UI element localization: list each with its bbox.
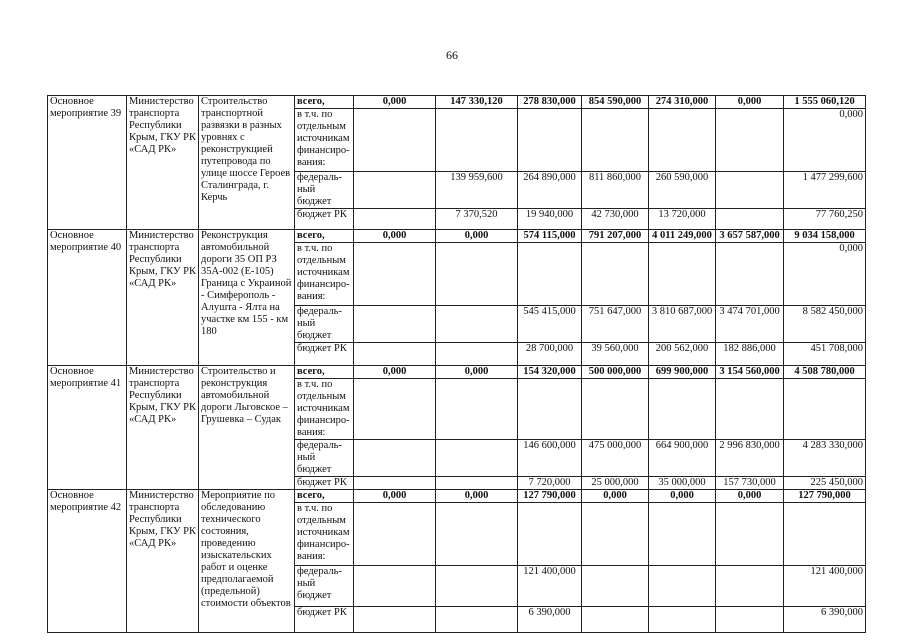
- amount-cell: [436, 243, 518, 306]
- amount-cell: [436, 477, 518, 490]
- amount-cell: [582, 503, 649, 566]
- amount-cell: [649, 379, 716, 440]
- amount-cell: [649, 503, 716, 566]
- amount-cell: [354, 306, 436, 343]
- table-row: [48, 96, 866, 109]
- amount-cell: [716, 566, 784, 607]
- table-row: [48, 366, 866, 379]
- amount-cell: 127 790,000: [784, 490, 866, 503]
- amount-cell: 3 810 687,000: [649, 306, 716, 343]
- amount-cell: 751 647,000: [582, 306, 649, 343]
- funding-source-label: бюджет РК: [295, 343, 354, 366]
- amount-cell: [649, 109, 716, 172]
- amount-cell: 2 996 830,000: [716, 440, 784, 477]
- object-cell: Строительство и реконструкция автомобильной дороги Льговское – Грушевка – Судак: [199, 366, 295, 490]
- amount-cell: 811 860,000: [582, 172, 649, 209]
- amount-cell: 0,000: [784, 243, 866, 306]
- amount-cell: 0,000: [582, 490, 649, 503]
- amount-cell: 7 720,000: [518, 477, 582, 490]
- amount-cell: 3 154 560,000: [716, 366, 784, 379]
- funding-source-label: федераль-ный бюджет: [295, 306, 354, 343]
- funding-source-label: всего,: [295, 230, 354, 243]
- amount-cell: [649, 566, 716, 607]
- amount-cell: [582, 379, 649, 440]
- amount-cell: 157 730,000: [716, 477, 784, 490]
- amount-cell: [582, 607, 649, 633]
- amount-cell: [354, 343, 436, 366]
- amount-cell: [354, 379, 436, 440]
- object-cell: Реконструкция автомобильной дороги 35 ОП РЗ 35А-002 (Е-105) Граница с Украиной - Симферополь - Алушта - Ялта на участке км 155 - км 180: [199, 230, 295, 366]
- main-event-cell: Основное мероприятие 39: [48, 96, 127, 230]
- amount-cell: 127 790,000: [518, 490, 582, 503]
- amount-cell: 7 370,520: [436, 209, 518, 230]
- amount-cell: 0,000: [716, 490, 784, 503]
- amount-cell: [436, 503, 518, 566]
- object-cell: Строительство транспортной развязки в разных уровнях с реконструкцией путепровода по улице шоссе Героев Сталинграда, г. Керчь: [199, 96, 295, 230]
- amount-cell: [354, 172, 436, 209]
- table-row: [48, 230, 866, 243]
- amount-cell: 39 560,000: [582, 343, 649, 366]
- amount-cell: 35 000,000: [649, 477, 716, 490]
- amount-cell: [582, 109, 649, 172]
- funding-source-label: бюджет РК: [295, 607, 354, 633]
- amount-cell: 451 708,000: [784, 343, 866, 366]
- amount-cell: [436, 379, 518, 440]
- amount-cell: 6 390,000: [518, 607, 582, 633]
- amount-cell: 264 890,000: [518, 172, 582, 209]
- amount-cell: 146 600,000: [518, 440, 582, 477]
- amount-cell: 147 330,120: [436, 96, 518, 109]
- amount-cell: [518, 109, 582, 172]
- amount-cell: [716, 172, 784, 209]
- amount-cell: 121 400,000: [518, 566, 582, 607]
- amount-cell: 0,000: [784, 109, 866, 172]
- main-event-cell: Основное мероприятие 42: [48, 490, 127, 633]
- amount-cell: [518, 503, 582, 566]
- amount-cell: 42 730,000: [582, 209, 649, 230]
- amount-cell: [436, 306, 518, 343]
- amount-cell: [784, 503, 866, 566]
- amount-cell: [716, 379, 784, 440]
- amount-cell: 0,000: [354, 490, 436, 503]
- amount-cell: [518, 379, 582, 440]
- executor-cell: Министерство транспорта Республики Крым, ГКУ РК «САД РК»: [127, 96, 199, 230]
- amount-cell: [582, 566, 649, 607]
- amount-cell: 0,000: [354, 96, 436, 109]
- funding-source-label: в т.ч. по отдельным источникам финансиро-вания:: [295, 503, 354, 566]
- amount-cell: 475 000,000: [582, 440, 649, 477]
- funding-source-label: бюджет РК: [295, 477, 354, 490]
- amount-cell: 545 415,000: [518, 306, 582, 343]
- amount-cell: [354, 477, 436, 490]
- amount-cell: 77 760,250: [784, 209, 866, 230]
- funding-source-label: всего,: [295, 366, 354, 379]
- amount-cell: 25 000,000: [582, 477, 649, 490]
- amount-cell: 19 940,000: [518, 209, 582, 230]
- amount-cell: 791 207,000: [582, 230, 649, 243]
- amount-cell: [354, 243, 436, 306]
- amount-cell: [518, 243, 582, 306]
- amount-cell: 4 508 780,000: [784, 366, 866, 379]
- funding-source-label: всего,: [295, 96, 354, 109]
- funding-source-label: федераль-ный бюджет: [295, 440, 354, 477]
- amount-cell: 0,000: [354, 230, 436, 243]
- funding-source-label: в т.ч. по отдельным источникам финансиро-вания:: [295, 109, 354, 172]
- amount-cell: 200 562,000: [649, 343, 716, 366]
- amount-cell: 154 320,000: [518, 366, 582, 379]
- amount-cell: 1 555 060,120: [784, 96, 866, 109]
- amount-cell: 1 477 299,600: [784, 172, 866, 209]
- amount-cell: [436, 343, 518, 366]
- amount-cell: 854 590,000: [582, 96, 649, 109]
- page-number: 66: [446, 48, 458, 62]
- executor-cell: Министерство транспорта Республики Крым, ГКУ РК «САД РК»: [127, 230, 199, 366]
- amount-cell: [436, 607, 518, 633]
- amount-cell: 699 900,000: [649, 366, 716, 379]
- amount-cell: [716, 209, 784, 230]
- amount-cell: [716, 243, 784, 306]
- amount-cell: 0,000: [436, 366, 518, 379]
- amount-cell: [649, 607, 716, 633]
- amount-cell: 121 400,000: [784, 566, 866, 607]
- main-event-cell: Основное мероприятие 40: [48, 230, 127, 366]
- amount-cell: 0,000: [436, 490, 518, 503]
- object-cell: Мероприятие по обследованию технического состояния, проведению изыскательских работ и оценке предполагаемой (предельной) стоимости объектов: [199, 490, 295, 633]
- amount-cell: 4 011 249,000: [649, 230, 716, 243]
- amount-cell: 0,000: [716, 96, 784, 109]
- amount-cell: [354, 607, 436, 633]
- amount-cell: [716, 607, 784, 633]
- amount-cell: [436, 566, 518, 607]
- funding-source-label: всего,: [295, 490, 354, 503]
- executor-cell: Министерство транспорта Республики Крым, ГКУ РК «САД РК»: [127, 366, 199, 490]
- amount-cell: 3 474 701,000: [716, 306, 784, 343]
- amount-cell: 8 582 450,000: [784, 306, 866, 343]
- amount-cell: 4 283 330,000: [784, 440, 866, 477]
- amount-cell: 500 000,000: [582, 366, 649, 379]
- amount-cell: 664 900,000: [649, 440, 716, 477]
- amount-cell: [784, 379, 866, 440]
- amount-cell: 225 450,000: [784, 477, 866, 490]
- funding-source-label: бюджет РК: [295, 209, 354, 230]
- funding-source-label: в т.ч. по отдельным источникам финансиро-вания:: [295, 379, 354, 440]
- amount-cell: [354, 109, 436, 172]
- amount-cell: 9 034 158,000: [784, 230, 866, 243]
- amount-cell: [354, 503, 436, 566]
- amount-cell: [716, 109, 784, 172]
- financing-table: [47, 95, 866, 633]
- funding-source-label: федераль-ный бюджет: [295, 566, 354, 607]
- amount-cell: 3 657 587,000: [716, 230, 784, 243]
- amount-cell: 13 720,000: [649, 209, 716, 230]
- table-row: [48, 490, 866, 503]
- amount-cell: 0,000: [354, 366, 436, 379]
- executor-cell: Министерство транспорта Республики Крым, ГКУ РК «САД РК»: [127, 490, 199, 633]
- amount-cell: [354, 209, 436, 230]
- amount-cell: 6 390,000: [784, 607, 866, 633]
- amount-cell: [436, 109, 518, 172]
- amount-cell: 28 700,000: [518, 343, 582, 366]
- funding-source-label: федераль-ный бюджет: [295, 172, 354, 209]
- main-event-cell: Основное мероприятие 41: [48, 366, 127, 490]
- amount-cell: [716, 503, 784, 566]
- amount-cell: [436, 440, 518, 477]
- amount-cell: [582, 243, 649, 306]
- amount-cell: 139 959,600: [436, 172, 518, 209]
- amount-cell: 0,000: [649, 490, 716, 503]
- amount-cell: [354, 440, 436, 477]
- amount-cell: [354, 566, 436, 607]
- amount-cell: 182 886,000: [716, 343, 784, 366]
- funding-source-label: в т.ч. по отдельным источникам финансиро-вания:: [295, 243, 354, 306]
- amount-cell: 260 590,000: [649, 172, 716, 209]
- amount-cell: 274 310,000: [649, 96, 716, 109]
- amount-cell: 278 830,000: [518, 96, 582, 109]
- amount-cell: 0,000: [436, 230, 518, 243]
- amount-cell: [649, 243, 716, 306]
- amount-cell: 574 115,000: [518, 230, 582, 243]
